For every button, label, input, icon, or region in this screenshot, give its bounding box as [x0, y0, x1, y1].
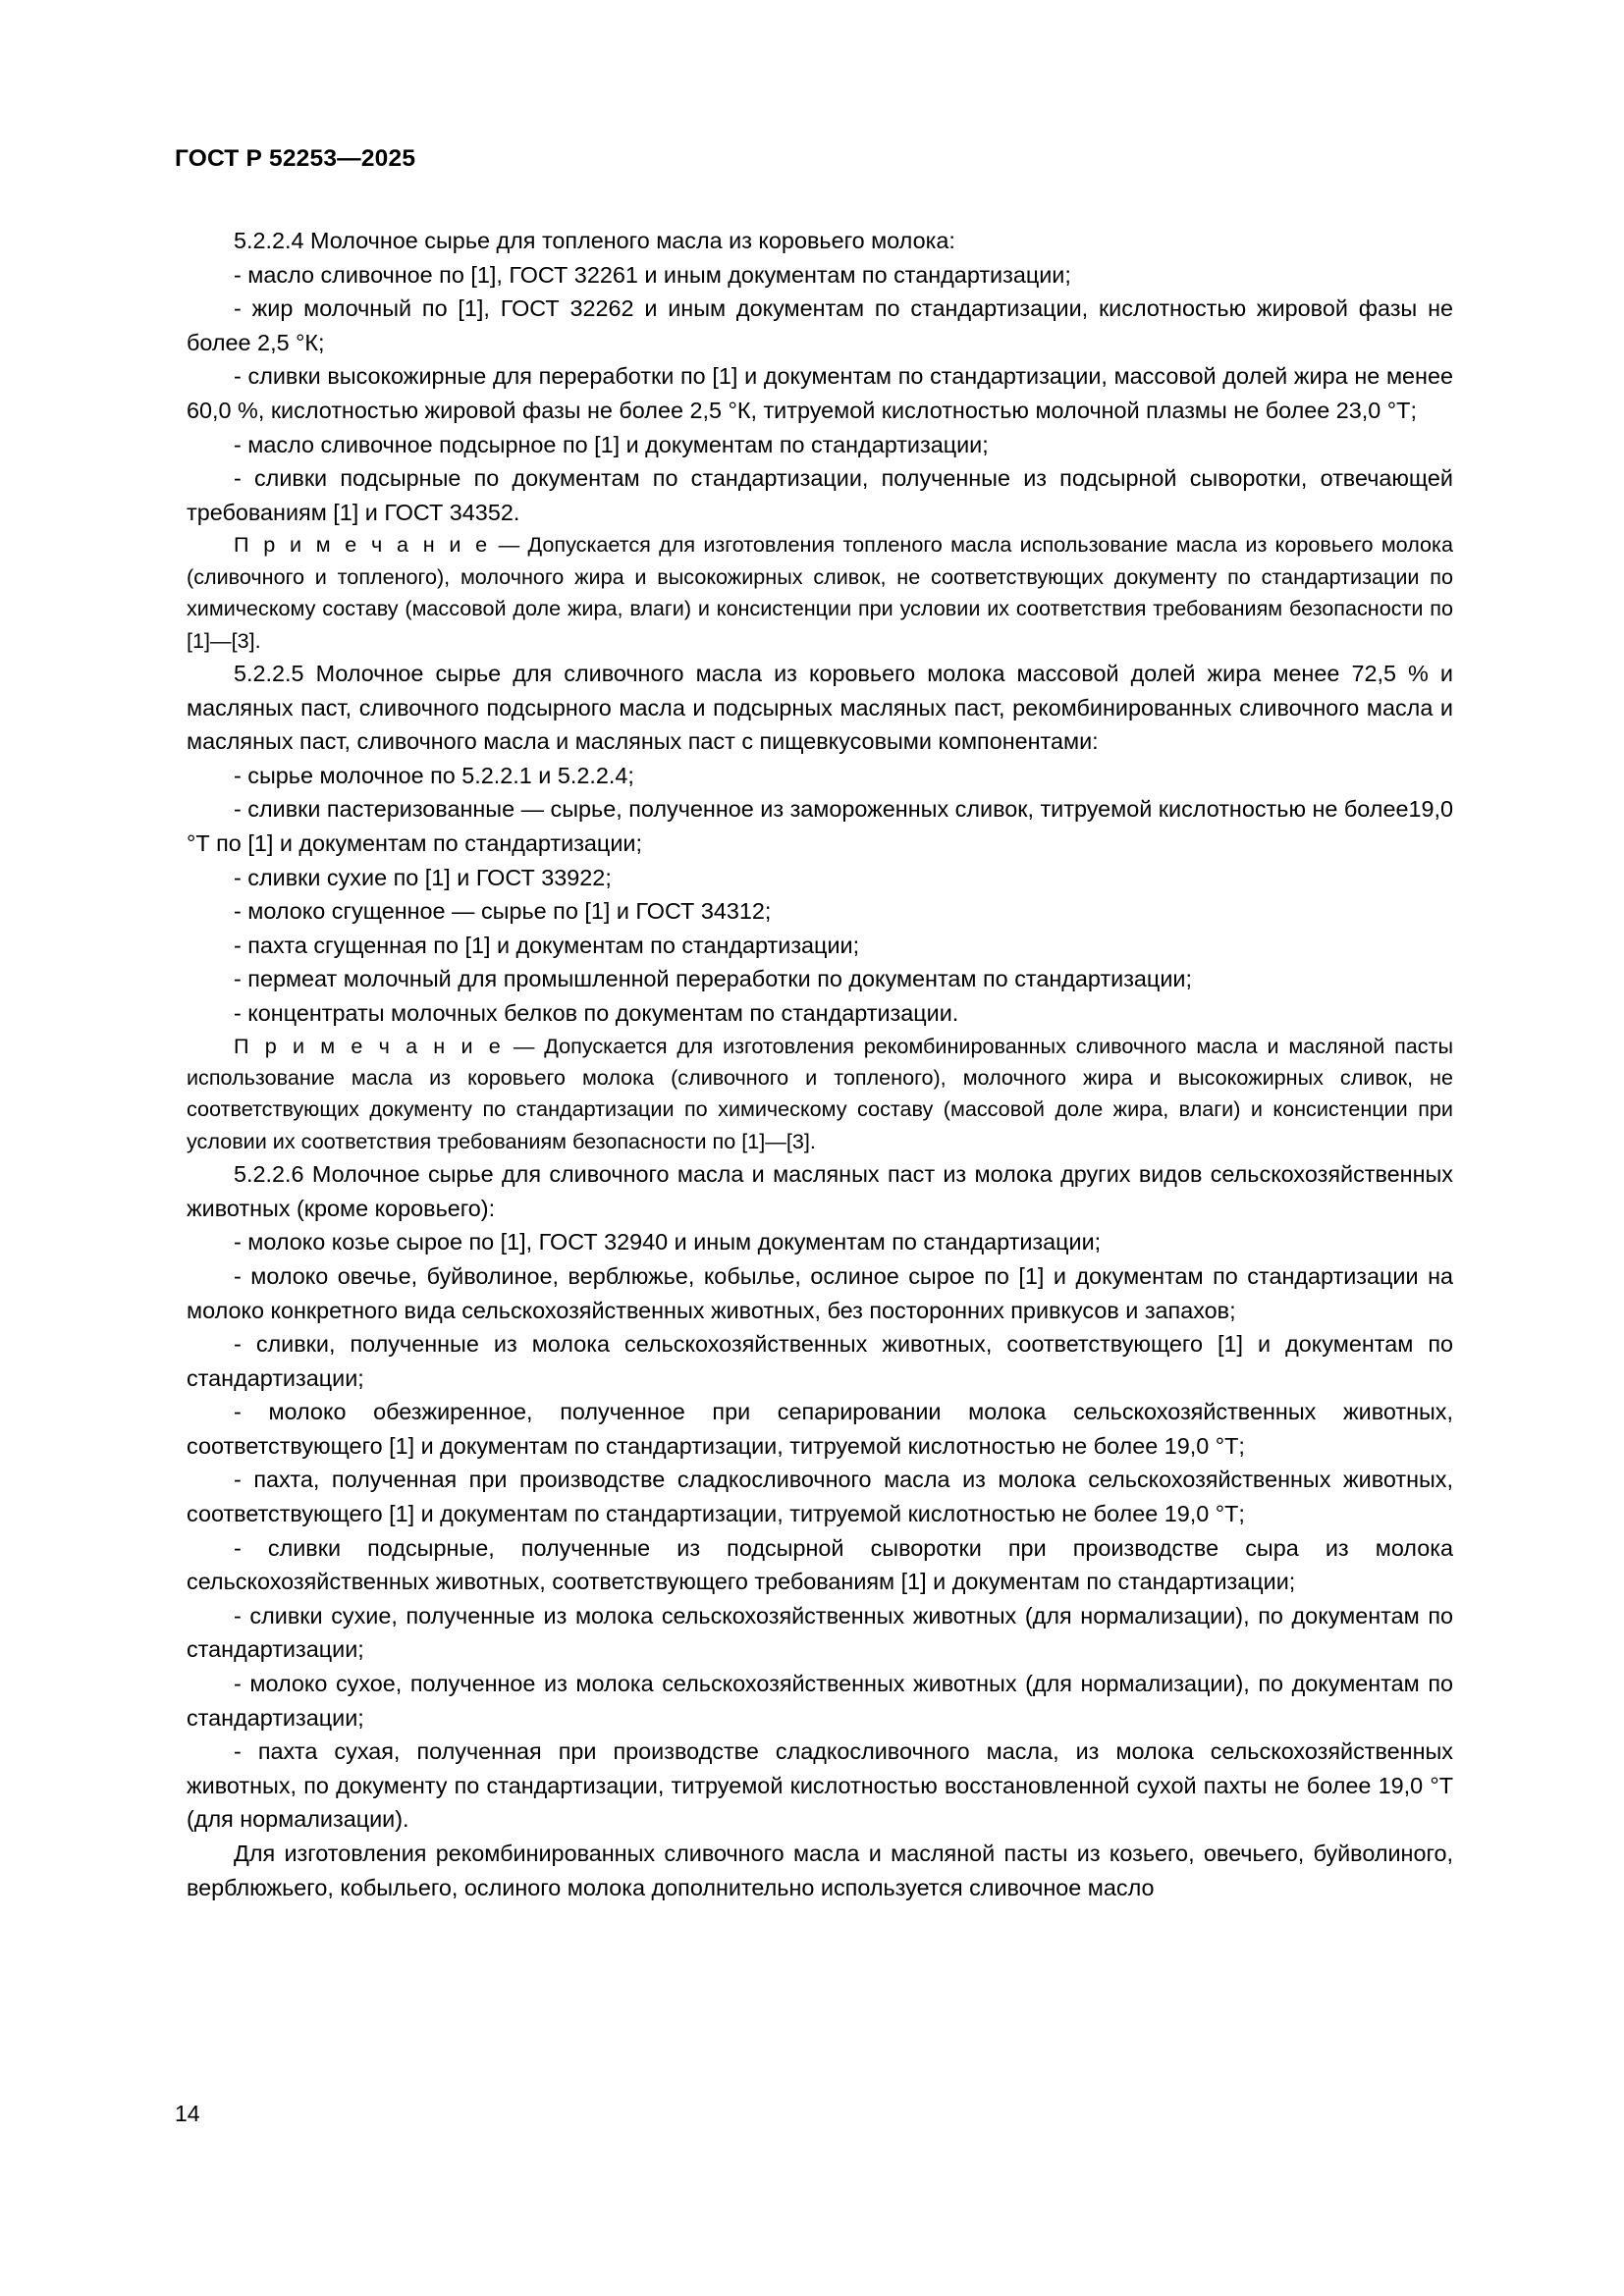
list-item: - пахта сгущенная по [1] и документам по стандартизации;: [234, 932, 860, 958]
list-item: - сливки высокожирные для переработки по [1] и документам по стандартизации, массовой долей жира не менее 60,0 %, кислотностью жировой фазы не более 2,5 °К, титруемой кислотностью молочной плазмы не более 23,0 °Т;: [187, 363, 1453, 423]
list-item: - сливки подсырные, полученные из подсырной сыворотки при производстве сыра из молока сельскохозяйственных животных, соответствующего требованиям [1] и документам по стандартизации;: [187, 1534, 1453, 1595]
list-item: - сливки сухие по [1] и ГОСТ 33922;: [234, 864, 612, 890]
list-item: - масло сливочное по [1], ГОСТ 32261 и иным документам по стандартизации;: [234, 261, 1071, 288]
list-item: - сливки сухие, полученные из молока сельскохозяйственных животных (для нормализации), по документам по стандартизации;: [187, 1602, 1453, 1663]
closing-paragraph: Для изготовления рекомбинированных сливочного масла и масляной пасты из козьего, овечьего, буйволиного, верблюжьего, кобыльего, ослиного молока дополнительно используется сливочное масло: [187, 1841, 1453, 1900]
list-item: - молоко овечье, буйволиное, верблюжье, кобылье, ослиное сырое по [1] и документам по стандартизации на молоко конкретного вида сельскохозяйственных животных, без посторонних привкусов и запахов;: [187, 1262, 1453, 1323]
page-number: 14: [175, 2101, 200, 2126]
clause-5-2-2-4: 5.2.2.4 Молочное сырье для топленого масла из коровьего молока:: [234, 228, 955, 253]
list-item: - жир молочный по [1], ГОСТ 32262 и иным документам по стандартизации, кислотностью жировой фазы не более 2,5 °К;: [187, 295, 1453, 355]
list-item: - сливки, полученные из молока сельскохозяйственных животных, соответствующего [1] и документам по стандартизации;: [187, 1331, 1453, 1391]
list-item: - пермеат молочный для промышленной переработки по документам по стандартизации;: [234, 966, 1192, 992]
list-item: - молоко сгущенное — сырье по [1] и ГОСТ 34312;: [234, 898, 772, 925]
note-block: [187, 529, 1453, 657]
list-item: - молоко сухое, полученное из молока сельскохозяйственных животных (для нормализации), по документам по стандартизации;: [187, 1671, 1453, 1731]
list-item: - молоко козье сырое по [1], ГОСТ 32940 и иным документам по стандартизации;: [234, 1229, 1102, 1255]
list-item: - сливки подсырные по документам по стандартизации, полученные из подсырной сыворотки, отвечающей требованиям [1] и ГОСТ 34352.: [187, 465, 1453, 525]
note-label: П р и м е ч а н и е: [234, 532, 491, 558]
list-item: - сливки пастеризованные — сырье, полученное из замороженных сливок, титруемой кислотностью не более19,0 °Т по [1] и документам по стандартизации;: [187, 796, 1453, 856]
clause-5-2-2-6: 5.2.2.6 Молочное сырье для сливочного масла и масляных паст из молока других видов сельскохозяйственных животных (кроме коровьего):: [187, 1161, 1453, 1221]
list-item: - пахта сухая, полученная при производстве сладкосливочного масла, из молока сельскохозяйственных животных, по документу по стандартизации, титруемой кислотностью восстановленной сухой пахты не более 19,0 °Т (для нормализации).: [187, 1738, 1453, 1833]
list-item: - пахта, полученная при производстве сладкосливочного масла из молока сельскохозяйственных животных, соответствующего [1] и документам по стандартизации, титруемой кислотностью не более 19,0 °Т;: [187, 1467, 1453, 1527]
note-text: — Допускается для изготовления рекомбинированных сливочного масла и масляной пасты использование масла из коровьего молока (сливочного и топленого), молочного жира и высокожирных сливок, не соответствующих документу по стандартизации по химическому составу (массовой доле жира, влаги) и консистенции при условии их соответствия требованиям безопасности по [1]—[3].: [187, 1033, 1454, 1153]
list-item: - сырье молочное по 5.2.2.1 и 5.2.2.4;: [234, 762, 634, 788]
page-content: [187, 224, 1453, 1904]
clause-5-2-2-5: 5.2.2.5 Молочное сырье для сливочного масла из коровьего молока массовой долей жира менее 72,5 % и масляных паст, сливочного подсырного масла и подсырных масляных паст, рекомбинированных сливочного масла и масляных паст, сливочного масла и масляных паст с пищевкусовыми компонентами:: [187, 660, 1453, 755]
note-text: — Допускается для изготовления топленого масла использование масла из коровьего молока (сливочного и топленого), молочного жира и высокожирных сливок, не соответствующих документу по стандартизации по химическому составу (массовой доле жира, влаги) и консистенции при условии их соответствия требованиям безопасности по [1]—[3].: [187, 532, 1453, 653]
list-item: - масло сливочное подсырное по [1] и документам по стандартизации;: [234, 431, 989, 457]
note-label: П р и м е ч а н и е: [234, 1033, 504, 1058]
list-item: - концентраты молочных белков по документам по стандартизации.: [234, 999, 959, 1026]
page-header: ГОСТ Р 52253—2025: [175, 145, 416, 172]
note-block: [187, 1031, 1453, 1158]
list-item: - молоко обезжиренное, полученное при сепарировании молока сельскохозяйственных животных, соответствующего [1] и документам по стандартизации, титруемой кислотностью не более 19,0 °Т;: [187, 1399, 1453, 1459]
